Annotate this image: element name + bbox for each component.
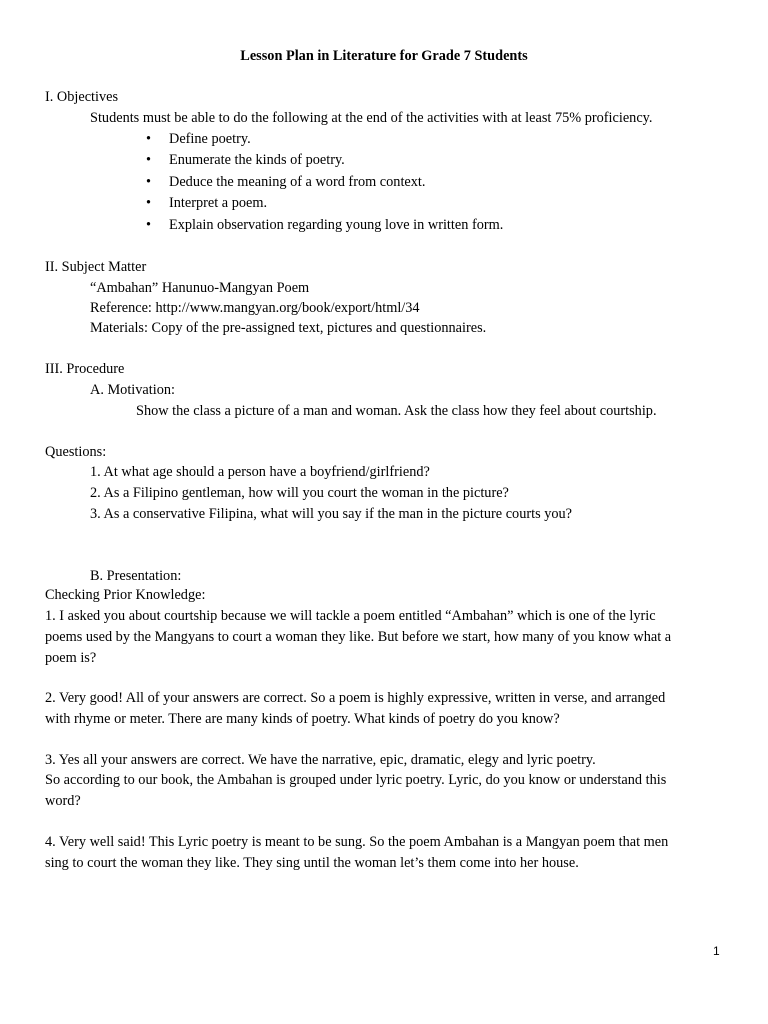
paragraph-line: sing to court the woman they like. They sing until the woman let’s them come into her house.	[45, 855, 579, 871]
objectives-intro: Students must be able to do the following at the end of the activities with at least 75% proficiency.	[90, 110, 653, 126]
page-number: 1	[713, 944, 720, 958]
paragraph-line: 2. Very good! All of your answers are correct. So a poem is highly expressive, written in verse, and arranged	[45, 690, 666, 706]
list-item: Explain observation regarding young love in written form.	[169, 217, 504, 233]
list-item: Enumerate the kinds of poetry.	[169, 152, 345, 168]
subject-title: “Ambahan” Hanunuo-Mangyan Poem	[90, 280, 310, 296]
procedure-heading: III. Procedure	[45, 361, 125, 377]
bullet-icon: •	[146, 152, 152, 168]
list-item: Deduce the meaning of a word from context.	[169, 174, 426, 190]
paragraph-line: 3. Yes all your answers are correct. We have the narrative, epic, dramatic, elegy and lyric poetry.	[45, 752, 596, 768]
paragraph-line: poems used by the Mangyans to court a woman they like. But before we start, how many of you know what a	[45, 629, 672, 645]
page-title: Lesson Plan in Literature for Grade 7 Students	[240, 48, 528, 64]
paragraph-line: poem is?	[45, 650, 97, 666]
bullet-icon: •	[146, 195, 152, 211]
question-item: 2. As a Filipino gentleman, how will you court the woman in the picture?	[90, 485, 509, 501]
presentation-heading: B. Presentation:	[90, 568, 182, 584]
list-item: Interpret a poem.	[169, 195, 268, 211]
paragraph-line: with rhyme or meter. There are many kinds of poetry. What kinds of poetry do you know?	[45, 711, 560, 727]
paragraph-line: word?	[45, 793, 81, 809]
list-item: Define poetry.	[169, 131, 251, 147]
materials-line: Materials: Copy of the pre-assigned text, pictures and questionnaires.	[90, 320, 487, 336]
objectives-heading: I. Objectives	[45, 89, 119, 105]
questions-heading: Questions:	[45, 444, 107, 460]
bullet-icon: •	[146, 174, 152, 190]
bullet-icon: •	[146, 131, 152, 147]
paragraph-line: So according to our book, the Ambahan is grouped under lyric poetry. Lyric, do you know or understand this	[45, 772, 667, 788]
question-item: 3. As a conservative Filipina, what will you say if the man in the picture courts you?	[90, 506, 573, 522]
bullet-icon: •	[146, 217, 152, 233]
motivation-text: Show the class a picture of a man and woman. Ask the class how they feel about courtship.	[136, 403, 657, 419]
prior-knowledge-heading: Checking Prior Knowledge:	[45, 587, 206, 603]
paragraph-line: 1. I asked you about courtship because we will tackle a poem entitled “Ambahan” which is one of the lyric	[45, 608, 656, 624]
reference-line: Reference: http://www.mangyan.org/book/export/html/34	[90, 300, 420, 316]
motivation-heading: A. Motivation:	[90, 382, 175, 398]
paragraph-line: 4. Very well said! This Lyric poetry is meant to be sung. So the poem Ambahan is a Mangyan poem that men	[45, 834, 669, 850]
subject-matter-heading: II. Subject Matter	[45, 259, 147, 275]
question-item: 1. At what age should a person have a boyfriend/girlfriend?	[90, 464, 430, 480]
